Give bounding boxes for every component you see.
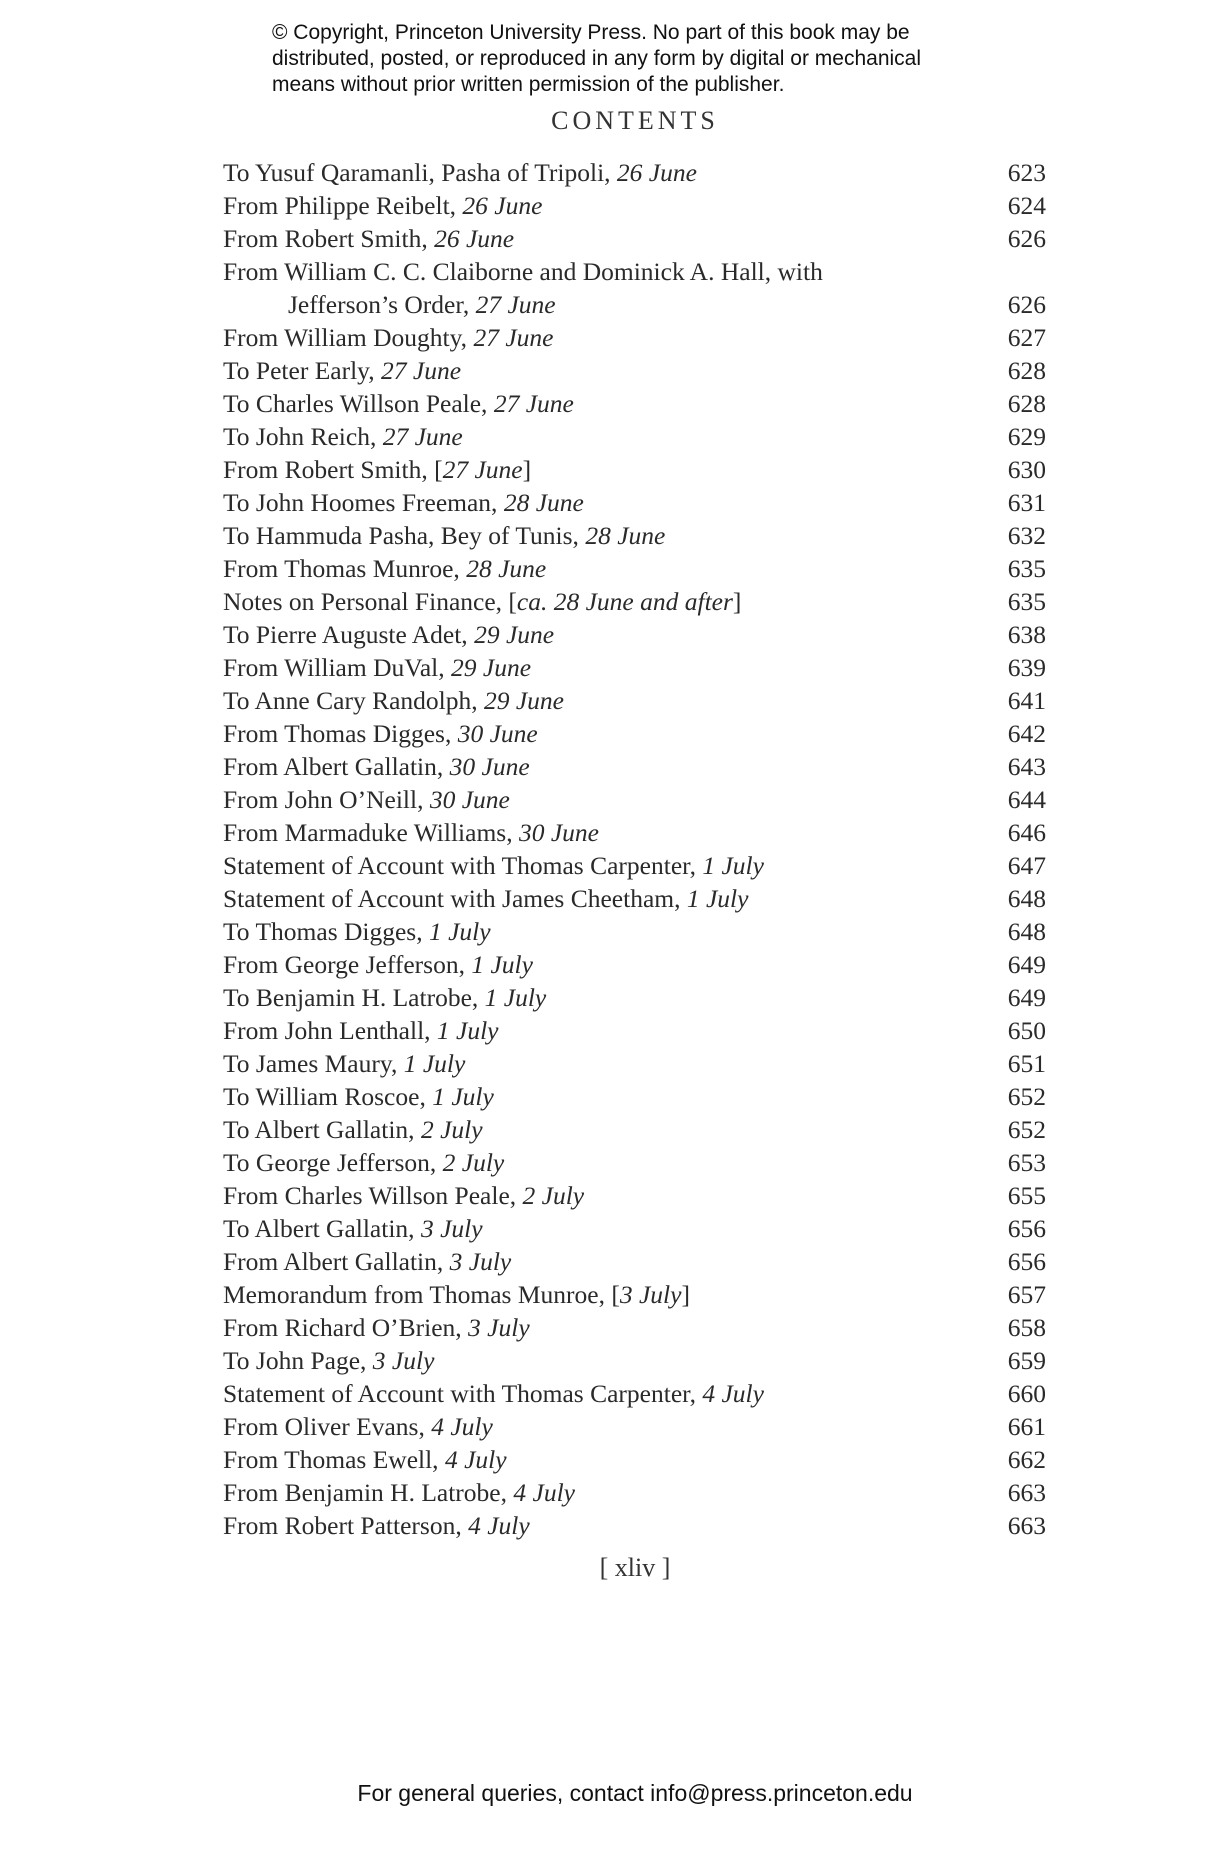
- toc-entry-title: [223, 684, 564, 717]
- toc-entry-text: From William Doughty,: [223, 323, 474, 352]
- toc-entry-page: 646: [1007, 818, 1046, 847]
- toc-entry-page: 631: [1007, 488, 1046, 517]
- toc-entry-page: 657: [1007, 1280, 1046, 1309]
- toc-entry-page: 642: [1007, 719, 1046, 748]
- toc-entry-title: [223, 420, 463, 453]
- toc-entry: [223, 1476, 1046, 1509]
- toc-entry-text: From Marmaduke Williams,: [223, 818, 519, 847]
- toc-entry-text: To John Page,: [223, 1346, 373, 1375]
- toc-entry-title: [288, 288, 556, 321]
- toc-entry: [223, 288, 1046, 321]
- toc-entry-title: [223, 1278, 690, 1311]
- toc-entry-text: To Pierre Auguste Adet,: [223, 620, 475, 649]
- toc-entry-text: Jefferson’s Order,: [288, 290, 476, 319]
- toc-entry-title: [223, 1344, 434, 1377]
- toc-entry-text: To William Roscoe,: [223, 1082, 433, 1111]
- toc-entry-date: 3 July: [449, 1247, 512, 1276]
- toc-entry-page: 656: [1007, 1214, 1046, 1243]
- page-number: [ xliv ]: [599, 1553, 671, 1582]
- toc-entry-page: 658: [1007, 1313, 1046, 1342]
- toc-entry: [223, 1509, 1046, 1542]
- toc-entry-title: [223, 519, 665, 552]
- toc-entry: [223, 1410, 1046, 1443]
- toc-entry-page: 626: [1007, 224, 1046, 253]
- toc-entry-title: [223, 717, 538, 750]
- toc-entry-title: [223, 552, 546, 585]
- toc-entry-text: From Philippe Reibelt,: [223, 191, 463, 220]
- toc-entry-date: 27 June: [473, 323, 554, 352]
- toc-entry-text: To Albert Gallatin,: [223, 1214, 421, 1243]
- toc-entry-date: 27 June: [381, 356, 462, 385]
- toc-entry-text: To Yusuf Qaramanli, Pasha of Tripoli,: [223, 158, 617, 187]
- copyright-line: means without prior written permission of the publisher.: [272, 73, 785, 96]
- toc-entry-title: [223, 1014, 499, 1047]
- toc-entry-date: 3 July: [468, 1313, 530, 1342]
- toc-entry: [223, 1047, 1046, 1080]
- toc-entry-title: [223, 618, 554, 651]
- toc-entry: [223, 1344, 1046, 1377]
- toc-entry-title: [223, 222, 514, 255]
- toc-entry: [223, 255, 1046, 288]
- toc-entry: [223, 420, 1046, 453]
- toc-entry-text: From Thomas Digges,: [223, 719, 458, 748]
- toc-entry: [223, 948, 1046, 981]
- toc-entry: [223, 1245, 1046, 1278]
- toc-entry-date: 3 July: [619, 1280, 682, 1309]
- toc-entry-date: 1 July: [686, 884, 749, 913]
- toc-entry-date: 29 June: [474, 620, 555, 649]
- toc-entry-text: From Benjamin H. Latrobe,: [223, 1478, 514, 1507]
- toc-entry: [223, 684, 1046, 717]
- toc-entry-title: [223, 387, 574, 420]
- toc-entry: [223, 1311, 1046, 1344]
- toc-entry-title: [223, 585, 741, 618]
- toc-entry: [223, 717, 1046, 750]
- toc-entry-title: [223, 354, 461, 387]
- toc-entry-date: 30 June: [429, 785, 510, 814]
- toc-entry-text: From William C. C. Claiborne and Dominick A. Hall, with: [223, 257, 823, 286]
- toc-entry-page: 623: [1007, 158, 1046, 187]
- toc-entry-text: From Richard O’Brien,: [223, 1313, 469, 1342]
- toc-entry-date: 1 July: [702, 851, 764, 880]
- toc-entry: [223, 618, 1046, 651]
- toc-entry: [223, 321, 1046, 354]
- toc-entry: [223, 486, 1046, 519]
- toc-entry-text: To George Jefferson,: [223, 1148, 443, 1177]
- toc-entry: [223, 1080, 1046, 1113]
- toc-entry-date: 30 June: [457, 719, 538, 748]
- toc-entry-title: [223, 816, 599, 849]
- toc-entry: [223, 1113, 1046, 1146]
- toc-entry: [223, 387, 1046, 420]
- toc-entry-text: From Thomas Munroe,: [223, 554, 467, 583]
- toc-entry: [223, 1146, 1046, 1179]
- toc-entry-title: [223, 1509, 530, 1542]
- toc-entry-page: 632: [1007, 521, 1046, 550]
- toc-entry-page: 651: [1007, 1049, 1046, 1078]
- toc-entry-page: 630: [1007, 455, 1046, 484]
- toc-entry-text: To James Maury,: [223, 1049, 404, 1078]
- toc-entry-date: 3 July: [372, 1346, 435, 1375]
- toc-entry-text: From Charles Willson Peale,: [223, 1181, 523, 1210]
- toc-entry-page: 641: [1007, 686, 1046, 715]
- toc-entry: [223, 1377, 1046, 1410]
- toc-entry: [223, 156, 1046, 189]
- toc-entry-title: [223, 1212, 483, 1245]
- toc-entry-date: 28 June: [503, 488, 584, 517]
- toc-entry-text: To Anne Cary Randolph,: [223, 686, 484, 715]
- toc-entry-date: 26 June: [616, 158, 697, 187]
- toc-entry: [223, 1443, 1046, 1476]
- toc-entry-date: 4 July: [702, 1379, 764, 1408]
- toc-entry-title: [223, 750, 530, 783]
- toc-entry-date: 27 June: [442, 455, 523, 484]
- toc-entry-page: 659: [1007, 1346, 1046, 1375]
- toc-entry-date: 3 July: [420, 1214, 483, 1243]
- toc-entry-text: From John Lenthall,: [223, 1016, 437, 1045]
- toc-entry: [223, 750, 1046, 783]
- toc-entry-title: [223, 1410, 493, 1443]
- toc-entry-title: [223, 1443, 507, 1476]
- toc-entry: [223, 354, 1046, 387]
- toc-entry-title: [223, 1047, 465, 1080]
- toc-entry-text: Statement of Account with James Cheetham,: [223, 884, 687, 913]
- toc-entry-title: [223, 1476, 575, 1509]
- toc-entry-title: [223, 1080, 494, 1113]
- toc-entry-page: 635: [1007, 554, 1046, 583]
- toc-entry-date: 4 July: [468, 1511, 530, 1540]
- toc-entry: [223, 585, 1046, 618]
- toc-entry-title: [223, 981, 546, 1014]
- toc-entry-page: 650: [1007, 1016, 1046, 1045]
- toc-entry-date: 4 July: [444, 1445, 507, 1474]
- toc-entry-page: 652: [1007, 1082, 1046, 1111]
- toc-entry-bracket: ]: [522, 455, 532, 484]
- toc-entry-text: From Oliver Evans,: [223, 1412, 432, 1441]
- toc-entry-page: 638: [1007, 620, 1046, 649]
- toc-entry-date: 30 June: [518, 818, 599, 847]
- toc-entry-title: [223, 156, 697, 189]
- toc-entry-page: 661: [1007, 1412, 1046, 1441]
- toc-entry-date: 27 June: [475, 290, 556, 319]
- toc-entry-text: From Thomas Ewell,: [223, 1445, 445, 1474]
- toc-entry-text: To John Reich,: [223, 422, 383, 451]
- toc-entry-text: Notes on Personal Finance, [: [223, 587, 517, 616]
- toc-entry-date: 4 July: [513, 1478, 575, 1507]
- toc-entry-title: [223, 1179, 584, 1212]
- copyright-line: © Copyright, Princeton University Press. No part of this book may be: [272, 21, 910, 44]
- toc-entry-text: From Robert Smith, [: [223, 455, 443, 484]
- toc-entry-text: From William DuVal,: [223, 653, 451, 682]
- toc-entry-title: [223, 651, 531, 684]
- toc-entry: [223, 816, 1046, 849]
- toc-entry-text: To John Hoomes Freeman,: [223, 488, 504, 517]
- toc-entry-text: Memorandum from Thomas Munroe, [: [223, 1280, 620, 1309]
- toc-entry-title: [223, 321, 553, 354]
- toc-entry-page: 635: [1007, 587, 1046, 616]
- toc-entry-text: From Albert Gallatin,: [223, 1247, 450, 1276]
- toc-entry-bracket: ]: [732, 587, 742, 616]
- page-title: CONTENTS: [551, 106, 719, 135]
- toc-entry-page: 643: [1007, 752, 1046, 781]
- toc-entry-text: Statement of Account with Thomas Carpenter,: [223, 851, 703, 880]
- toc-entry-date: 2 July: [442, 1148, 505, 1177]
- toc-entry-page: 656: [1007, 1247, 1046, 1276]
- toc-entry-date: 1 July: [484, 983, 547, 1012]
- toc-entry-page: 662: [1007, 1445, 1046, 1474]
- toc-entry-date: ca. 28 June and after: [516, 587, 733, 616]
- toc-entry: [223, 783, 1046, 816]
- toc-entry-date: 27 June: [493, 389, 574, 418]
- toc-entry-page: 655: [1007, 1181, 1046, 1210]
- toc-entry-page: 629: [1007, 422, 1046, 451]
- toc-entry-title: [223, 1146, 504, 1179]
- toc-entry-title: [223, 948, 533, 981]
- toc-entry-page: 624: [1007, 191, 1046, 220]
- toc-entry-text: From Robert Smith,: [223, 224, 435, 253]
- toc-entry-date: 26 June: [434, 224, 515, 253]
- toc-entry-page: 639: [1007, 653, 1046, 682]
- toc-entry-page: 648: [1007, 917, 1046, 946]
- toc-entry-bracket: ]: [681, 1280, 690, 1309]
- toc-entry-date: 1 July: [432, 1082, 494, 1111]
- toc-entry-text: To Thomas Digges,: [223, 917, 429, 946]
- toc-entry-date: 2 July: [420, 1115, 483, 1144]
- toc-entry-text: To Peter Early,: [223, 356, 382, 385]
- toc-entry: [223, 1014, 1046, 1047]
- toc-entry-page: 627: [1007, 323, 1046, 352]
- toc-entry-title: [223, 783, 510, 816]
- toc-entry-page: 626: [1007, 290, 1046, 319]
- table-of-contents: [223, 156, 1046, 1542]
- toc-entry-title: [223, 882, 748, 915]
- toc-entry-title: [223, 1377, 764, 1410]
- toc-entry: [223, 882, 1046, 915]
- toc-entry: [223, 981, 1046, 1014]
- toc-entry-text: From Albert Gallatin,: [223, 752, 450, 781]
- toc-entry: [223, 189, 1046, 222]
- copyright-line: distributed, posted, or reproduced in any form by digital or mechanical: [272, 47, 922, 70]
- toc-entry-page: 649: [1007, 983, 1046, 1012]
- toc-entry-date: 1 July: [428, 917, 491, 946]
- toc-entry: [223, 849, 1046, 882]
- toc-entry: [223, 1179, 1046, 1212]
- toc-entry-title: [223, 1113, 483, 1146]
- toc-entry-page: 628: [1007, 356, 1046, 385]
- toc-entry-page: 648: [1007, 884, 1046, 913]
- toc-entry: [223, 915, 1046, 948]
- toc-entry-date: 28 June: [466, 554, 547, 583]
- toc-entry: [223, 1212, 1046, 1245]
- copyright-notice: [272, 20, 972, 98]
- toc-entry-page: 647: [1007, 851, 1046, 880]
- toc-entry-title: [223, 915, 491, 948]
- toc-entry-page: 628: [1007, 389, 1046, 418]
- footer-contact: For general queries, contact info@press.princeton.edu: [357, 1780, 913, 1806]
- toc-entry-date: 1 July: [403, 1049, 466, 1078]
- toc-entry-text: From George Jefferson,: [223, 950, 472, 979]
- toc-entry-text: To Hammuda Pasha, Bey of Tunis,: [223, 521, 586, 550]
- toc-entry-page: 663: [1007, 1478, 1046, 1507]
- toc-entry-text: From Robert Patterson,: [223, 1511, 469, 1540]
- toc-entry-title: [223, 453, 531, 486]
- toc-entry-page: 649: [1007, 950, 1046, 979]
- toc-entry-title: [223, 1311, 530, 1344]
- toc-entry-date: 29 June: [451, 653, 532, 682]
- toc-entry-text: From John O’Neill,: [223, 785, 430, 814]
- toc-entry-date: 2 July: [522, 1181, 585, 1210]
- toc-entry-date: 1 July: [471, 950, 533, 979]
- toc-entry-date: 27 June: [382, 422, 463, 451]
- toc-entry-page: 653: [1007, 1148, 1046, 1177]
- toc-entry-date: 26 June: [462, 191, 543, 220]
- toc-entry: [223, 552, 1046, 585]
- toc-entry-date: 30 June: [449, 752, 530, 781]
- toc-entry: [223, 222, 1046, 255]
- toc-entry-page: 660: [1007, 1379, 1046, 1408]
- toc-entry: [223, 453, 1046, 486]
- toc-entry-text: To Albert Gallatin,: [223, 1115, 421, 1144]
- toc-entry-date: 4 July: [431, 1412, 493, 1441]
- toc-entry: [223, 519, 1046, 552]
- toc-entry-title: [223, 189, 542, 222]
- toc-entry-title: [223, 255, 823, 288]
- toc-entry-page: 663: [1007, 1511, 1046, 1540]
- toc-entry-page: 644: [1007, 785, 1046, 814]
- toc-entry-text: Statement of Account with Thomas Carpenter,: [223, 1379, 703, 1408]
- toc-entry-text: To Charles Willson Peale,: [223, 389, 494, 418]
- toc-entry-text: To Benjamin H. Latrobe,: [223, 983, 485, 1012]
- toc-entry-title: [223, 849, 764, 882]
- toc-entry-title: [223, 486, 584, 519]
- toc-entry-page: 652: [1007, 1115, 1046, 1144]
- toc-entry-date: 28 June: [585, 521, 666, 550]
- toc-entry-date: 1 July: [436, 1016, 499, 1045]
- toc-entry: [223, 651, 1046, 684]
- toc-entry-date: 29 June: [483, 686, 564, 715]
- toc-entry-title: [223, 1245, 511, 1278]
- toc-entry: [223, 1278, 1046, 1311]
